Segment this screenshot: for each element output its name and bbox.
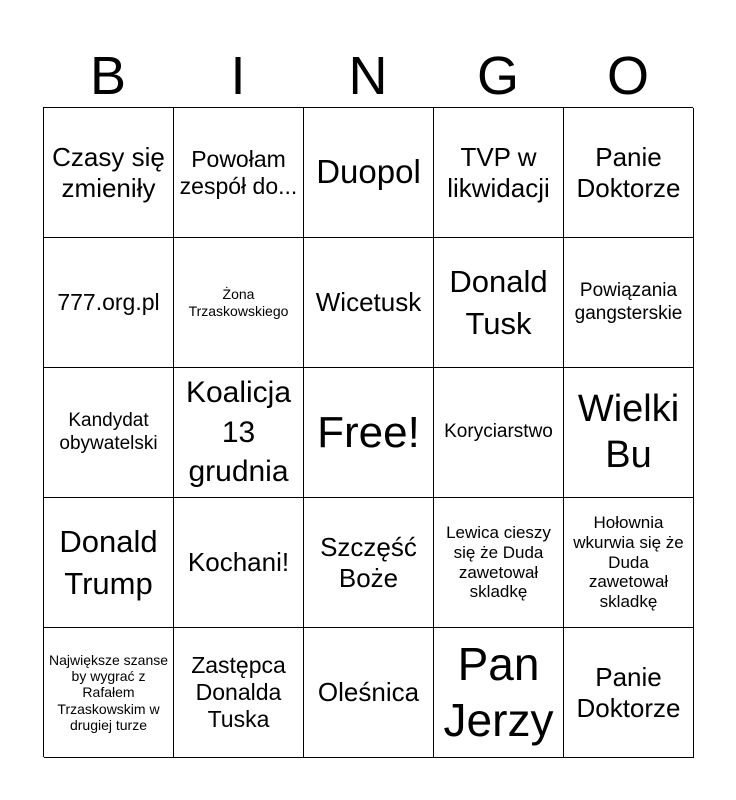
header-letter-i: I [230,46,246,106]
header-letter-o: O [606,46,649,106]
bingo-cell[interactable]: 777.org.pl [44,238,174,368]
header-letter-g: G [476,46,519,106]
bingo-cell[interactable]: Czasy się zmieniły [44,108,174,238]
header-letter-n: N [348,46,388,106]
bingo-cell[interactable]: Panie Doktorze [564,108,694,238]
bingo-cell[interactable]: Hołownia wkurwia się że Duda zawetował skladkę [564,498,694,628]
bingo-cell[interactable]: Pan Jerzy [434,628,564,758]
bingo-cell[interactable]: Koalicja 13 grudnia [174,368,304,498]
bingo-cell[interactable]: Zastępca Donalda Tuska [174,628,304,758]
bingo-cell[interactable]: Donald Trump [44,498,174,628]
bingo-cell[interactable]: Kochani! [174,498,304,628]
bingo-cell[interactable]: Wicetusk [304,238,434,368]
free-cell[interactable]: Free! [304,368,434,498]
bingo-cell[interactable]: Oleśnica [304,628,434,758]
bingo-cell[interactable]: TVP w likwidacji [434,108,564,238]
bingo-cell[interactable]: Powołam zespół do... [174,108,304,238]
bingo-cell[interactable]: Szczęść Boże [304,498,434,628]
header-letter-b: B [89,46,127,106]
bingo-cell[interactable]: Koryciarstwo [434,368,564,498]
bingo-cell[interactable]: Donald Tusk [434,238,564,368]
bingo-cell[interactable]: Żona Trzaskowskiego [174,238,304,368]
bingo-grid [43,107,693,757]
bingo-header [43,44,693,108]
bingo-cell[interactable]: Powiązania gangsterskie [564,238,694,368]
bingo-cell[interactable]: Największe szanse by wygrać z Rafałem Trzaskowskim w drugiej turze [44,628,174,758]
bingo-cell[interactable]: Duopol [304,108,434,238]
bingo-cell[interactable]: Wielki Bu [564,368,694,498]
bingo-cell[interactable]: Kandydat obywatelski [44,368,174,498]
bingo-cell[interactable]: Panie Doktorze [564,628,694,758]
bingo-cell[interactable]: Lewica cieszy się że Duda zawetował skladkę [434,498,564,628]
